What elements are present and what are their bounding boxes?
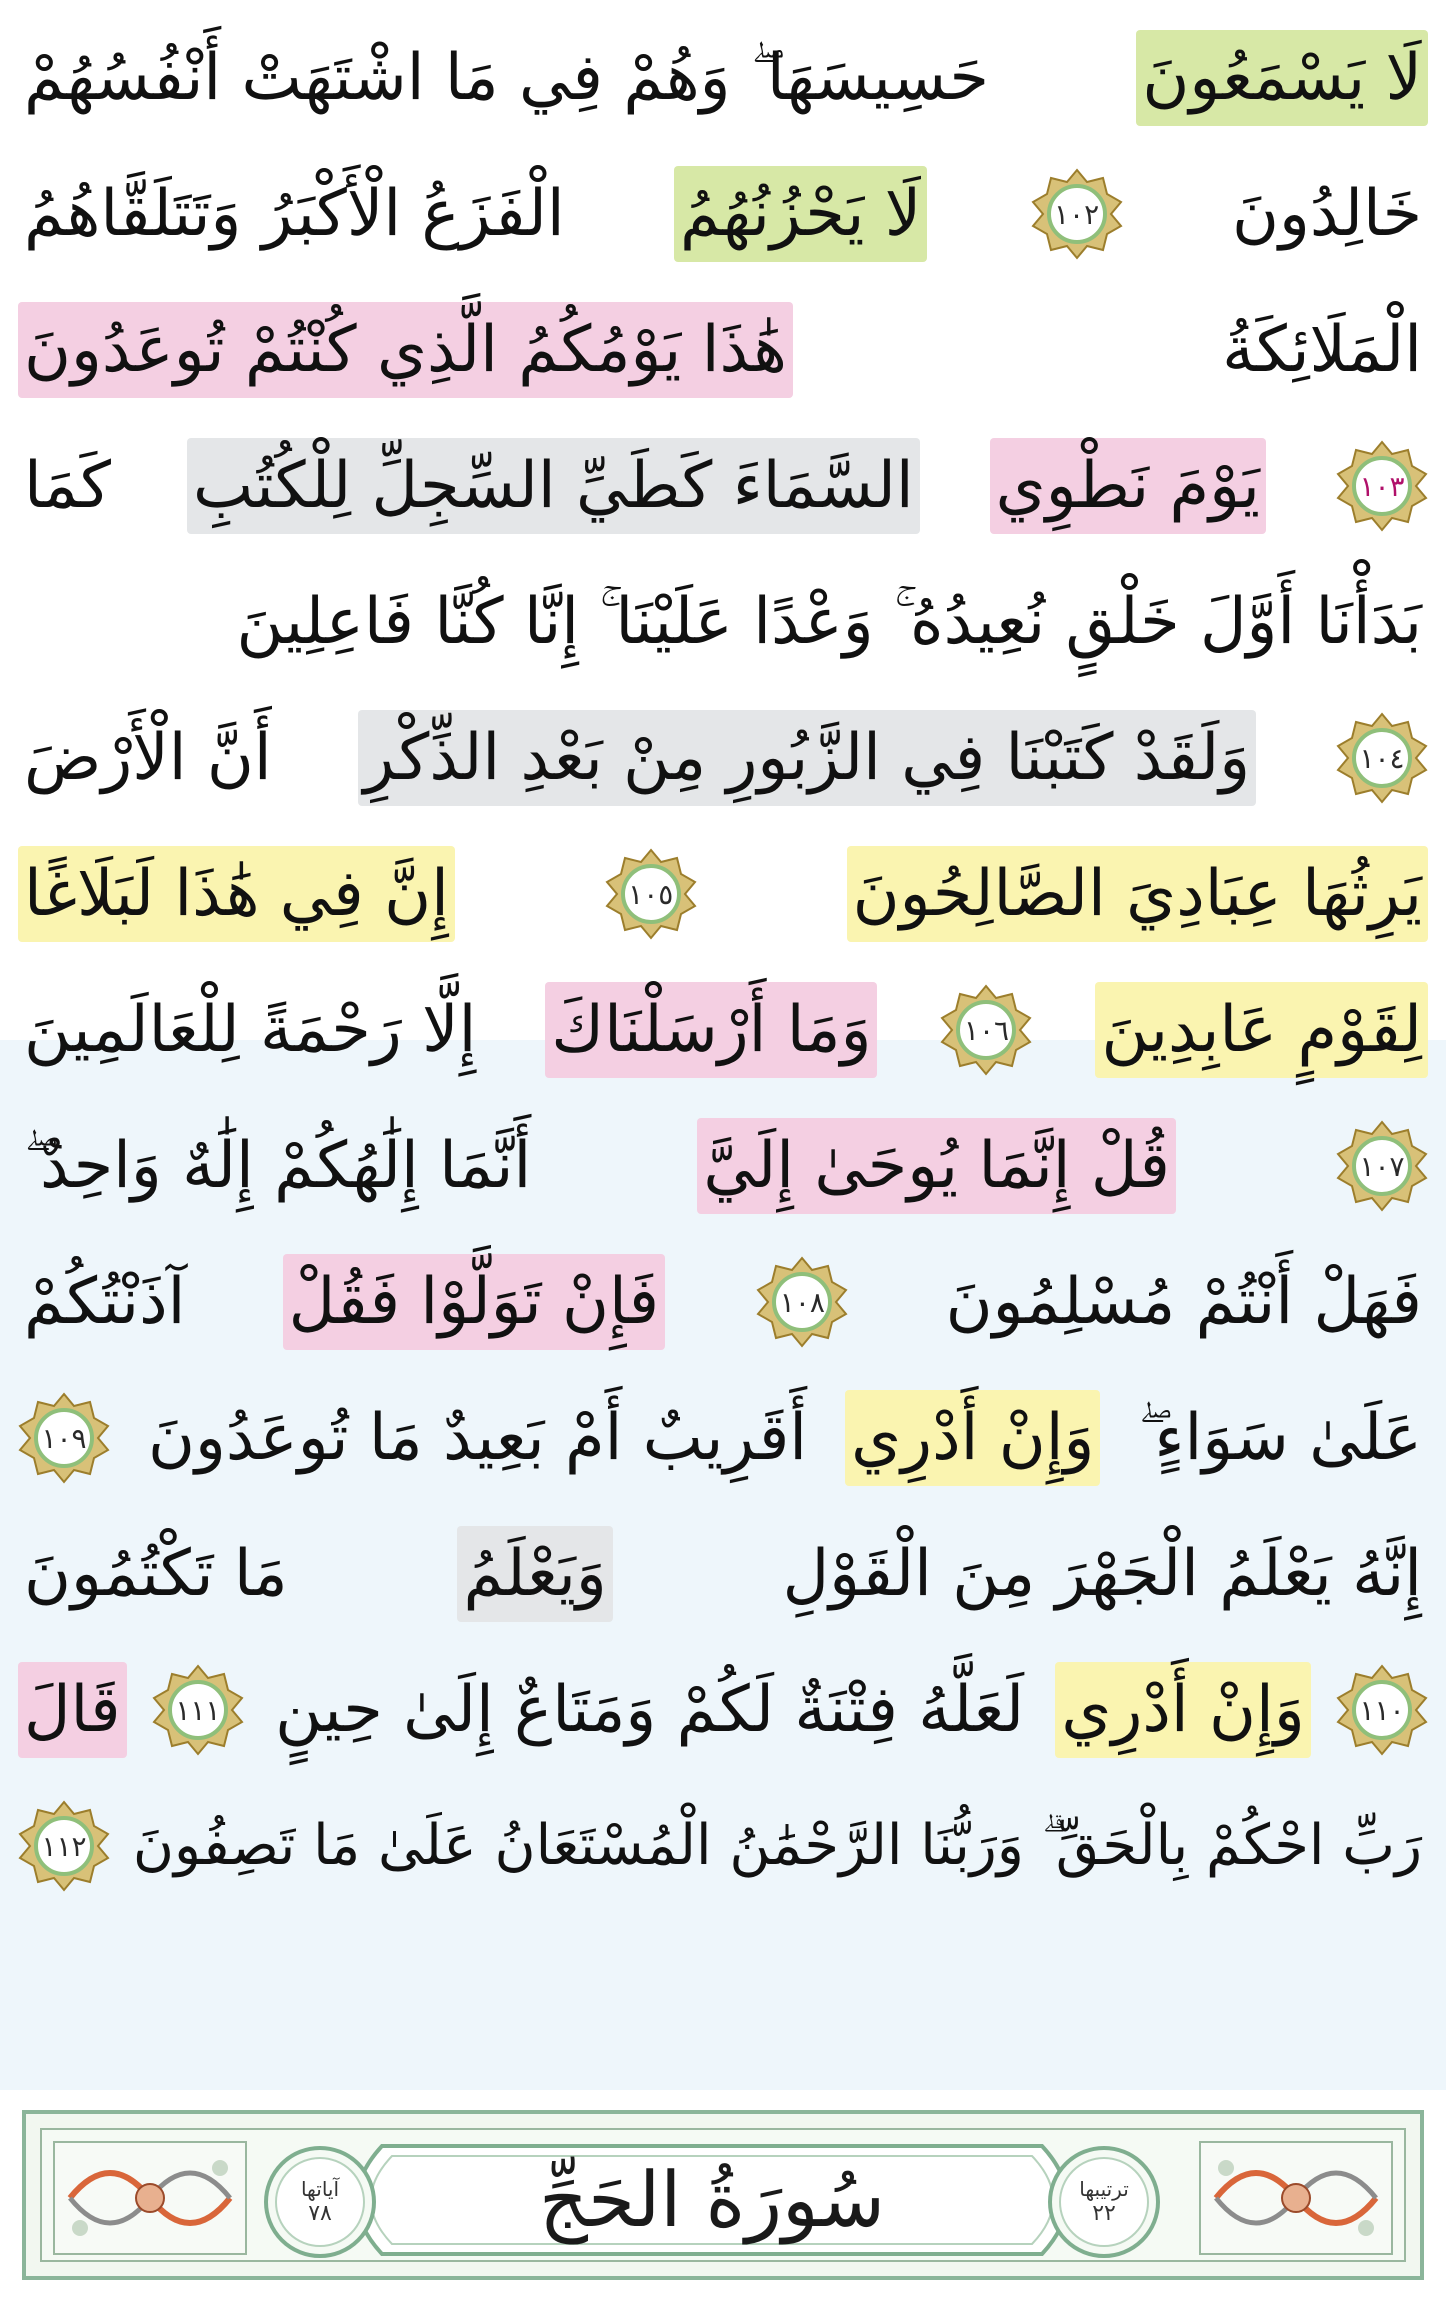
highlighted-verse-text: وَإِنْ أَدْرِي [1055,1662,1310,1758]
verse-line [18,154,1428,274]
ayah-end-marker-icon [605,848,697,940]
ayah-end-marker-icon [1336,440,1428,532]
ayah-end-marker-icon [152,1664,244,1756]
verse-line [18,18,1428,138]
ayah-end-marker-icon [940,984,1032,1076]
verse-line [18,970,1428,1090]
ayah-end-marker-icon [1336,712,1428,804]
verse-line [18,1786,1428,1906]
verse-line [18,834,1428,954]
verse-text: إِلَّا رَحْمَةً لِلْعَالَمِينَ [24,993,477,1067]
verse-text: فَهَلْ أَنْتُمْ مُسْلِمُونَ [945,1265,1422,1339]
tartib-medallion [1046,2144,1162,2260]
banner-frame [40,2128,1406,2262]
ayah-end-marker-icon [18,1392,110,1484]
verse-line [18,1650,1428,1770]
ornament-icon [50,2138,250,2258]
sura-cartouche [300,2136,1129,2264]
highlighted-verse-text: وَإِنْ أَدْرِي [845,1390,1100,1486]
verse-text: خَالِدُونَ [1231,177,1422,251]
ayah-number: ١١٢ [41,1829,87,1863]
tartib-value: ٢٢ [1092,2201,1116,2226]
ayah-end-marker-icon [18,1800,110,1892]
verse-text: الْفَزَعُ الْأَكْبَرُ وَتَتَلَقَّاهُمُ [24,177,565,251]
highlighted-verse-text: فَإِنْ تَوَلَّوْا فَقُلْ [283,1254,665,1350]
ayah-end-marker-icon [1031,168,1123,260]
ornament-icon [1196,2138,1396,2258]
highlighted-verse-text: وَمَا أَرْسَلْنَاكَ [545,982,877,1078]
verse-text: لَعَلَّهُ فِتْنَةٌ لَكُمْ وَمَتَاعٌ إِلَىٰ حِينٍ [275,1673,1025,1747]
ayah-number: ١١٠ [1359,1693,1405,1727]
verse-text: حَسِيسَهَا ۖ وَهُمْ فِي مَا اشْتَهَتْ أَنْفُسُهُمْ [24,41,989,115]
highlighted-verse-text: يَوْمَ نَطْوِي [990,438,1266,534]
verse-line [18,562,1428,682]
verse-text: أَنَّ الْأَرْضَ [24,721,272,795]
highlighted-verse-text: يَرِثُهَا عِبَادِيَ الصَّالِحُونَ [847,846,1428,942]
ayat-label: آياتها [300,2177,340,2201]
highlighted-verse-text: إِنَّ فِي هَٰذَا لَبَلَاغًا [18,846,455,942]
highlighted-verse-text: السَّمَاءَ كَطَيِّ السِّجِلِّ لِلْكُتُبِ [187,438,920,534]
sura-title: سُورَةُ الحَجِّ [538,2155,885,2244]
verse-line [18,426,1428,546]
highlighted-verse-text: وَيَعْلَمُ [457,1526,612,1622]
ayah-end-marker-icon [1336,1664,1428,1756]
highlighted-verse-text: لِقَوْمٍ عَابِدِينَ [1095,982,1428,1078]
ayah-end-marker-icon [756,1256,848,1348]
verse-text: عَلَىٰ سَوَاءٍ ۖ [1138,1401,1422,1475]
ayah-number: ١٠٢ [1054,197,1100,231]
ayah-number: ١٠٨ [779,1285,825,1319]
verse-text: إِنَّهُ يَعْلَمُ الْجَهْرَ مِنَ الْقَوْلِ [782,1537,1422,1611]
verse-text: كَمَا [24,449,111,523]
ayah-end-marker-icon [1336,1120,1428,1212]
verse-text: الْمَلَائِكَةُ [1222,313,1422,387]
verse-text: رَبِّ احْكُمْ بِالْحَقِّ ۗ وَرَبُّنَا الرَّحْمَٰنُ الْمُسْتَعَانُ عَلَىٰ مَا تَصِفُونَ [132,1813,1422,1878]
verse-text: بَدَأْنَا أَوَّلَ خَلْقٍ نُعِيدُهُ ۚ وَعْدًا عَلَيْنَا ۚ إِنَّا كُنَّا فَاعِلِينَ [236,585,1422,659]
highlighted-verse-text: لَا يَحْزُنُهُمُ [674,166,927,262]
verse-line [18,290,1428,410]
verse-line [18,1242,1428,1362]
highlighted-verse-text: هَٰذَا يَوْمُكُمُ الَّذِي كُنْتُمْ تُوعَدُونَ [18,302,793,398]
verse-text: مَا تَكْتُمُونَ [24,1537,288,1611]
verse-line [18,1106,1428,1226]
verse-line [18,1514,1428,1634]
ayat-medallion [262,2144,378,2260]
ayah-number: ١٠٧ [1359,1149,1405,1183]
ayat-value: ٧٨ [308,2201,332,2226]
highlighted-verse-text: قَالَ [18,1662,127,1758]
ayah-number: ١٠٦ [963,1013,1010,1047]
highlighted-verse-text: وَلَقَدْ كَتَبْنَا فِي الزَّبُورِ مِنْ بَعْدِ الذِّكْرِ [358,710,1257,806]
verse-text: آذَنْتُكُمْ [24,1265,186,1339]
ayah-number: ١١١ [175,1693,221,1727]
ayah-number: ١٠٤ [1359,741,1405,775]
highlighted-verse-text: قُلْ إِنَّمَا يُوحَىٰ إِلَيَّ [697,1118,1176,1214]
verse-line [18,698,1428,818]
tartib-label: ترتيبها [1079,2177,1129,2201]
highlighted-verse-text: لَا يَسْمَعُونَ [1136,30,1428,126]
ayah-number: ١٠٥ [628,877,674,911]
verse-text: أَنَّمَا إِلَٰهُكُمْ إِلَٰهٌ وَاحِدٌ ۖ [24,1129,532,1203]
sura-header-banner [22,2110,1424,2280]
ayah-number: ١٠٩ [41,1421,87,1455]
ayah-number: ١٠٣ [1359,469,1405,503]
verse-line [18,1378,1428,1498]
verse-text: أَقَرِيبٌ أَمْ بَعِيدٌ مَا تُوعَدُونَ [148,1401,808,1475]
